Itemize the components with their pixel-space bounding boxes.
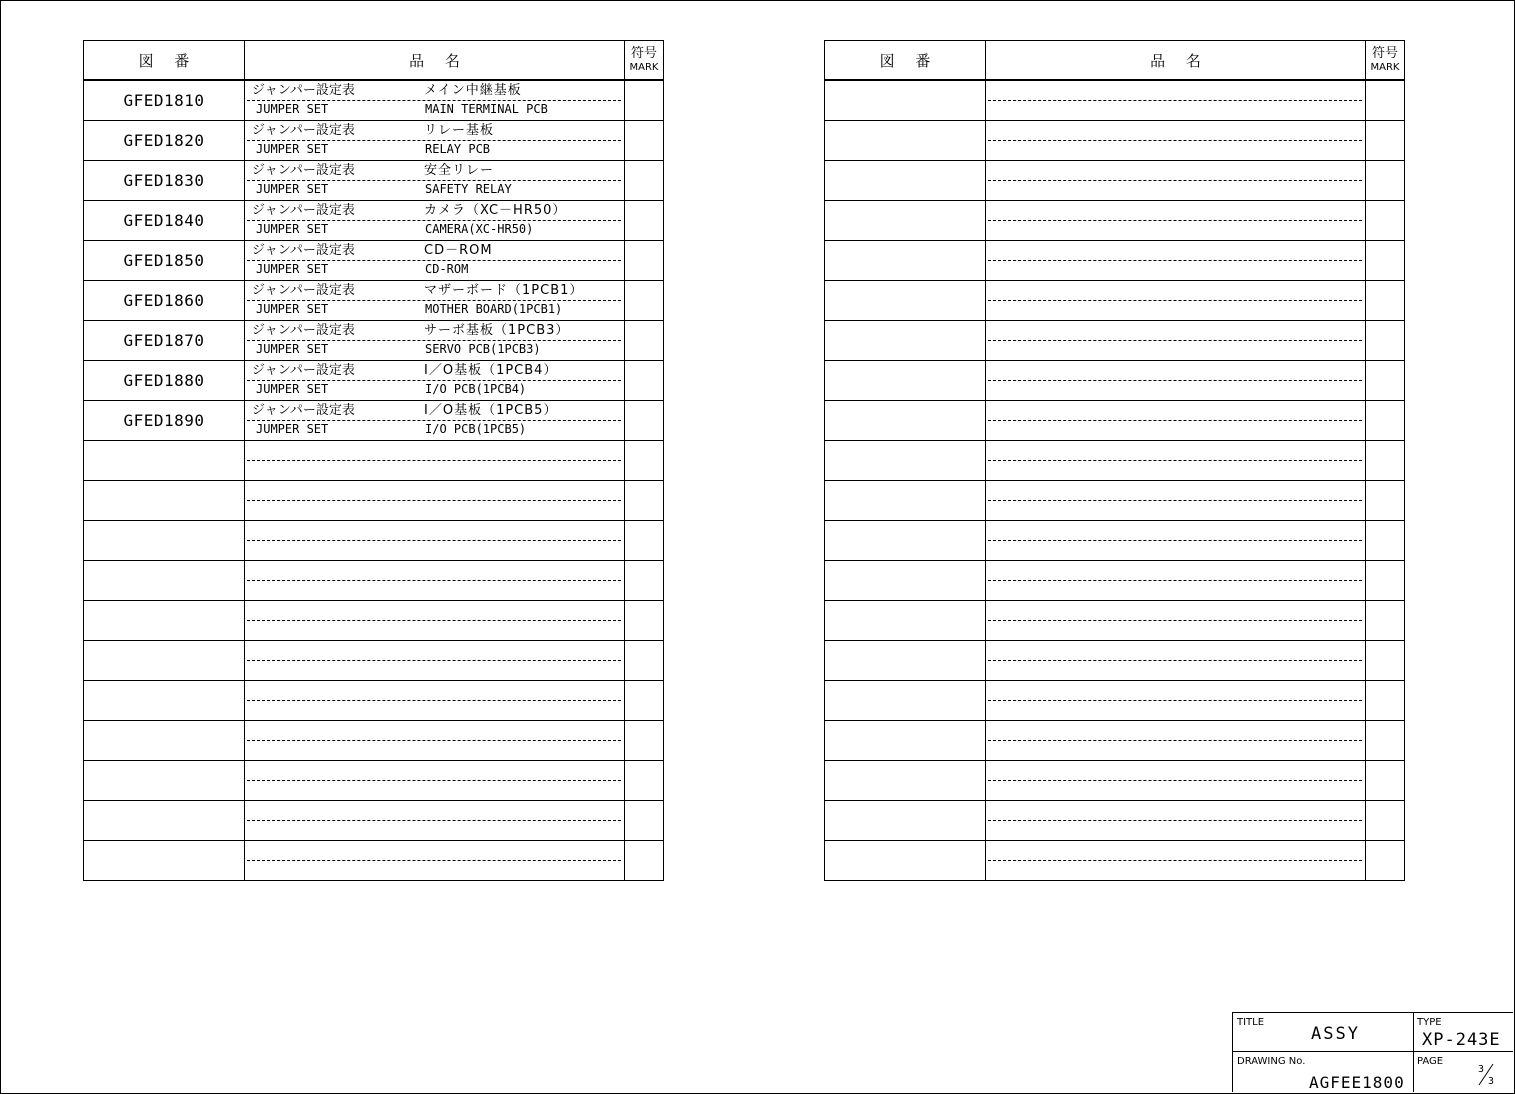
table-row	[84, 761, 663, 801]
table-row	[825, 721, 1404, 761]
page-fraction	[1473, 1061, 1499, 1087]
part-name-jp-type: ジャンパー設定表	[252, 243, 355, 258]
drawing-number-cell: GFED1820	[123, 131, 205, 150]
table-row	[825, 281, 1404, 321]
name-divider-line	[247, 100, 621, 101]
header-mark	[1366, 41, 1404, 79]
name-divider-line	[247, 540, 621, 541]
table-row	[825, 161, 1404, 201]
table-row	[84, 81, 663, 121]
title-block	[1232, 1012, 1513, 1092]
name-divider-line	[988, 660, 1362, 661]
name-divider-line	[247, 780, 621, 781]
table-header	[825, 41, 1404, 81]
part-name-en-target: I/O PCB(1PCB4)	[425, 382, 527, 396]
name-divider-line	[988, 100, 1362, 101]
name-divider-line	[247, 220, 621, 221]
table-row	[825, 241, 1404, 281]
table-row	[84, 681, 663, 721]
page-label: PAGE	[1417, 1056, 1444, 1067]
table-row	[825, 841, 1404, 881]
name-divider-line	[988, 620, 1362, 621]
header-part-name: 品 名	[1150, 51, 1209, 70]
name-divider-line	[247, 260, 621, 261]
table-body	[825, 81, 1404, 881]
table-row	[84, 801, 663, 841]
name-divider-line	[988, 700, 1362, 701]
name-divider-line	[988, 780, 1362, 781]
part-name-jp-type: ジャンパー設定表	[252, 203, 355, 218]
name-divider-line	[247, 340, 621, 341]
part-name-jp-target: マザーボード（1PCB1）	[424, 283, 584, 298]
drawing-no-value: AGFEE1800	[1309, 1073, 1405, 1092]
table-row	[84, 361, 663, 401]
name-divider-line	[247, 140, 621, 141]
name-divider-line	[247, 420, 621, 421]
table-row	[84, 641, 663, 681]
drawing-number-cell: GFED1880	[123, 371, 205, 390]
header-part-name: 品 名	[409, 51, 468, 70]
name-divider-line	[247, 660, 621, 661]
part-name-en-target: MOTHER BOARD(1PCB1)	[425, 302, 563, 316]
name-divider-line	[247, 740, 621, 741]
part-name-en-target: SERVO PCB(1PCB3)	[425, 342, 541, 356]
name-divider-line	[247, 700, 621, 701]
part-name-en-type: JUMPER SET	[256, 142, 329, 156]
table-row	[84, 281, 663, 321]
name-divider-line	[988, 260, 1362, 261]
table-row	[825, 481, 1404, 521]
name-divider-line	[988, 540, 1362, 541]
drawing-number-cell: GFED1890	[123, 411, 205, 430]
part-name-jp-type: ジャンパー設定表	[252, 83, 355, 98]
part-name-jp-target: CD－ROM	[424, 243, 493, 258]
part-name-en-type: JUMPER SET	[256, 302, 329, 316]
table-row	[825, 441, 1404, 481]
table-row	[84, 481, 663, 521]
name-divider-line	[988, 140, 1362, 141]
table-row	[84, 201, 663, 241]
table-row	[825, 801, 1404, 841]
table-row	[84, 721, 663, 761]
part-name-jp-type: ジャンパー設定表	[252, 123, 355, 138]
table-row	[84, 401, 663, 441]
table-row	[84, 521, 663, 561]
type-label: TYPE	[1417, 1017, 1442, 1028]
table-row	[825, 681, 1404, 721]
part-name-jp-type: ジャンパー設定表	[252, 403, 355, 418]
name-divider-line	[988, 580, 1362, 581]
table-row	[825, 521, 1404, 561]
part-name-en-type: JUMPER SET	[256, 182, 329, 196]
name-divider-line	[247, 620, 621, 621]
table-row	[825, 401, 1404, 441]
page-number: 3	[1478, 1064, 1485, 1075]
parts-table-left	[83, 40, 664, 881]
part-name-jp-type: ジャンパー設定表	[252, 323, 355, 338]
parts-table-right	[824, 40, 1405, 881]
header-mark-jp: 符号	[630, 46, 657, 61]
part-name-en-target: SAFETY RELAY	[425, 182, 512, 196]
drawing-no-label: DRAWING No.	[1237, 1056, 1306, 1067]
name-divider-line	[988, 180, 1362, 181]
name-divider-line	[247, 380, 621, 381]
part-name-en-target: CAMERA(XC-HR50)	[425, 222, 534, 236]
part-name-jp-target: サーボ基板（1PCB3）	[424, 323, 570, 338]
header-mark	[625, 41, 663, 79]
part-name-en-type: JUMPER SET	[256, 342, 329, 356]
drawing-number-cell: GFED1870	[123, 331, 205, 350]
table-row	[825, 361, 1404, 401]
table-body	[84, 81, 663, 881]
part-name-en-target: I/O PCB(1PCB5)	[425, 422, 527, 436]
part-name-jp-target: 安全リレー	[424, 163, 495, 178]
header-drawing-number: 図 番	[879, 51, 939, 70]
table-row	[84, 241, 663, 281]
table-row	[84, 601, 663, 641]
table-row	[825, 121, 1404, 161]
name-divider-line	[247, 500, 621, 501]
table-row	[84, 121, 663, 161]
part-name-en-type: JUMPER SET	[256, 262, 329, 276]
name-divider-line	[988, 420, 1362, 421]
name-divider-line	[988, 220, 1362, 221]
type-value: XP-243E	[1422, 1030, 1501, 1050]
table-row	[825, 321, 1404, 361]
table-header	[84, 41, 663, 81]
table-row	[84, 161, 663, 201]
name-divider-line	[247, 580, 621, 581]
part-name-en-target: CD-ROM	[425, 262, 469, 276]
name-divider-line	[988, 300, 1362, 301]
table-row	[84, 561, 663, 601]
name-divider-line	[988, 380, 1362, 381]
header-mark-en: MARK	[1370, 62, 1400, 73]
part-name-jp-type: ジャンパー設定表	[252, 163, 355, 178]
table-row	[825, 561, 1404, 601]
name-divider-line	[247, 180, 621, 181]
name-divider-line	[988, 500, 1362, 501]
name-divider-line	[988, 460, 1362, 461]
part-name-en-type: JUMPER SET	[256, 222, 329, 236]
table-row	[825, 81, 1404, 121]
part-name-jp-target: カメラ（XC－HR50）	[424, 203, 567, 218]
table-row	[825, 761, 1404, 801]
part-name-jp-type: ジャンパー設定表	[252, 363, 355, 378]
table-row	[825, 641, 1404, 681]
part-name-en-type: JUMPER SET	[256, 382, 329, 396]
name-divider-line	[247, 820, 621, 821]
drawing-number-cell: GFED1860	[123, 291, 205, 310]
drawing-number-cell: GFED1810	[123, 91, 205, 110]
part-name-en-type: JUMPER SET	[256, 102, 329, 116]
part-name-jp-target: I／O基板（1PCB4）	[424, 363, 558, 378]
drawing-number-cell: GFED1850	[123, 251, 205, 270]
title-value: ASSY	[1311, 1024, 1360, 1044]
part-name-en-target: MAIN TERMINAL PCB	[425, 102, 548, 116]
name-divider-line	[247, 300, 621, 301]
name-divider-line	[988, 820, 1362, 821]
drawing-number-cell: GFED1840	[123, 211, 205, 230]
drawing-number-cell: GFED1830	[123, 171, 205, 190]
table-row	[825, 601, 1404, 641]
table-row	[825, 201, 1404, 241]
name-divider-line	[988, 740, 1362, 741]
name-divider-line	[247, 860, 621, 861]
name-divider-line	[988, 340, 1362, 341]
table-row	[84, 841, 663, 881]
table-row	[84, 441, 663, 481]
part-name-jp-target: I／O基板（1PCB5）	[424, 403, 558, 418]
page-total: 3	[1488, 1076, 1495, 1087]
header-mark-jp: 符号	[1371, 46, 1398, 61]
name-divider-line	[988, 860, 1362, 861]
part-name-jp-type: ジャンパー設定表	[252, 283, 355, 298]
part-name-jp-target: リレー基板	[424, 123, 495, 138]
part-name-en-type: JUMPER SET	[256, 422, 329, 436]
name-divider-line	[247, 460, 621, 461]
part-name-jp-target: メイン中継基板	[424, 83, 522, 98]
header-mark-en: MARK	[629, 62, 659, 73]
header-drawing-number: 図 番	[138, 51, 198, 70]
table-row	[84, 321, 663, 361]
title-label: TITLE	[1237, 1017, 1265, 1028]
part-name-en-target: RELAY PCB	[425, 142, 491, 156]
